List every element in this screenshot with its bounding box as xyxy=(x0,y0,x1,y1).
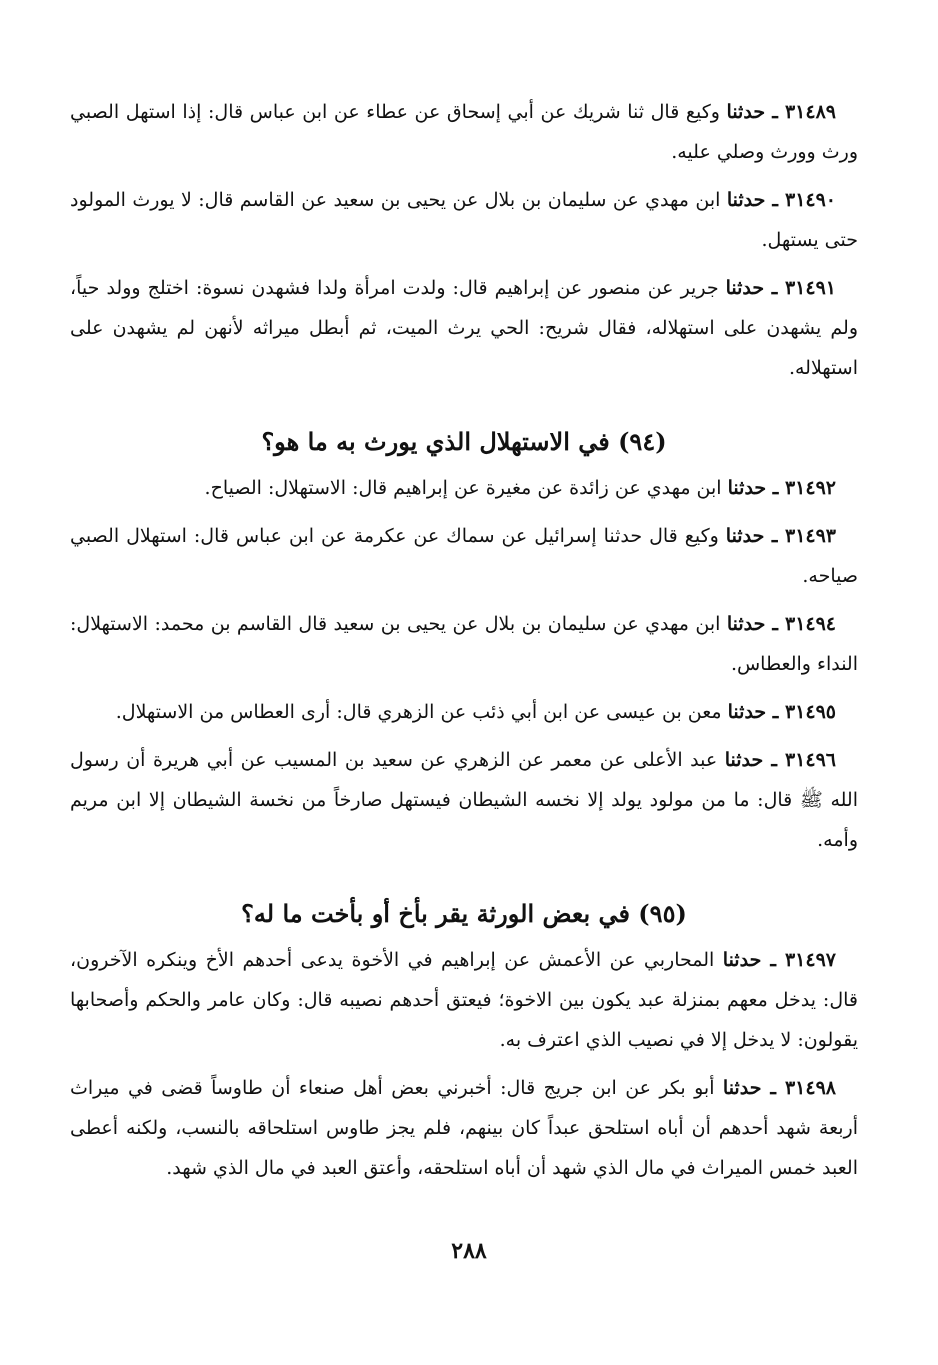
hadith-lead: حدثنا xyxy=(724,749,764,771)
hadith-number: ٣١٤٩١ xyxy=(784,277,836,299)
hadith-number: ٣١٤٩٥ xyxy=(784,701,836,723)
hadith-entry xyxy=(70,940,858,1060)
page-number: ٢٨٨ xyxy=(451,1238,487,1264)
separator: ـ xyxy=(766,701,785,723)
hadith-lead: حدثنا xyxy=(725,525,765,547)
hadith-number: ٣١٤٩٤ xyxy=(784,613,837,635)
separator: ـ xyxy=(765,101,785,123)
hadith-entry xyxy=(70,268,858,388)
hadith-number: ٣١٤٩٠ xyxy=(784,189,837,211)
hadith-text: ابن مهدي عن سليمان بن بلال عن يحيى بن سعيد عن القاسم قال: لا يورث المولود حتى يستهل. xyxy=(70,189,858,251)
hadith-entry xyxy=(70,180,858,260)
hadith-entry xyxy=(70,92,858,172)
hadith-text: أبو بكر عن ابن جريج قال: أخبرني بعض أهل صنعاء أن طاوساً قضى في ميراث أربعة شهد أحدهم أن أباه استلحق عبداً كان بينهم، فلم يجز طاوس استلحاقه بالنسب، ولكنه أعطى العبد خمس الميراث في مال الذي شهد أن أباه استلحقه، وأعتق العبد في مال الذي شهد. xyxy=(70,1077,858,1179)
hadith-number: ٣١٤٩٧ xyxy=(784,949,836,971)
hadith-number: ٣١٤٩٦ xyxy=(784,749,836,771)
hadith-text: معن بن عيسى عن ابن أبي ذئب عن الزهري قال: أرى العطاس من الاستهلال. xyxy=(115,701,722,723)
hadith-text: ابن مهدي عن زائدة عن مغيرة عن إبراهيم قال: الاستهلال: الصياح. xyxy=(204,477,722,499)
hadith-text: عبد الأعلى عن معمر عن الزهري عن سعيد بن المسيب عن أبي هريرة أن رسول الله ﷺ قال: ما من مولود يولد إلا نخسه الشيطان فيستهل صارخاً من نخسة الشيطان إلا ابن مريم وأمه. xyxy=(70,749,858,851)
hadith-entry xyxy=(70,468,858,508)
hadith-number: ٣١٤٩٣ xyxy=(784,525,837,547)
separator: ـ xyxy=(764,525,785,547)
hadith-text: جرير عن منصور عن إبراهيم قال: ولدت امرأة ولدا فشهدن نسوة: اختلج وولد حياً، ولم يشهدن على استهلاله، فقال شريح: الحي يرث الميت، ثم أبطل ميراثه لأنهن لم يشهدن على استهلاله. xyxy=(70,277,858,379)
hadith-number: ٣١٤٩٢ xyxy=(784,477,836,499)
chapter-heading: (٩٤) في الاستهلال الذي يورث به ما هو؟ xyxy=(261,427,667,456)
hadith-entry xyxy=(70,1068,858,1188)
hadith-lead: حدثنا xyxy=(726,189,766,211)
separator: ـ xyxy=(766,477,785,499)
hadith-entry xyxy=(70,740,858,860)
hadith-number: ٣١٤٨٩ xyxy=(784,101,836,123)
hadith-text: وكيع قال حدثنا إسرائيل عن سماك عن عكرمة عن ابن عباس قال: استهلال الصبي صياحه. xyxy=(70,525,858,587)
hadith-entry xyxy=(70,604,858,684)
hadith-text: وكيع قال ثنا شريك عن أبي إسحاق عن عطاء عن ابن عباس قال: إذا استهل الصبي ورث وورث وصلي عليه. xyxy=(70,101,858,163)
hadith-lead: حدثنا xyxy=(722,949,762,971)
hadith-lead: حدثنا xyxy=(725,277,765,299)
separator: ـ xyxy=(764,277,785,299)
hadith-text: ابن مهدي عن سليمان بن بلال عن يحيى بن سعيد قال القاسم بن محمد: الاستهلال: النداء والعطاس. xyxy=(70,613,858,675)
chapter-heading: (٩٥) في بعض الورثة يقر بأخ أو بأخت ما له؟ xyxy=(241,899,687,928)
hadith-lead: حدثنا xyxy=(727,477,767,499)
hadith-lead: حدثنا xyxy=(726,613,766,635)
hadith-text: المحاربي عن الأعمش عن إبراهيم في الأخوة يدعى أحدهم الأخ وينكره الآخرون، قال: يدخل معهم بمنزلة عبد يكون بين الاخوة؛ فيعتق أحدهم نصيبه قال: وكان عامر والحكم وأصحابها يقولون: لا يدخل إلا في نصيب الذي اعترف به. xyxy=(70,949,858,1051)
hadith-lead: حدثنا xyxy=(727,701,767,723)
separator: ـ xyxy=(765,613,785,635)
hadith-lead: حدثنا xyxy=(722,1077,762,1099)
hadith-entry xyxy=(70,692,858,732)
separator: ـ xyxy=(761,949,785,971)
page-body xyxy=(70,92,858,1196)
separator: ـ xyxy=(763,749,785,771)
hadith-lead: حدثنا xyxy=(726,101,766,123)
hadith-number: ٣١٤٩٨ xyxy=(784,1077,836,1099)
hadith-entry xyxy=(70,516,858,596)
separator: ـ xyxy=(765,189,785,211)
separator: ـ xyxy=(761,1077,785,1099)
